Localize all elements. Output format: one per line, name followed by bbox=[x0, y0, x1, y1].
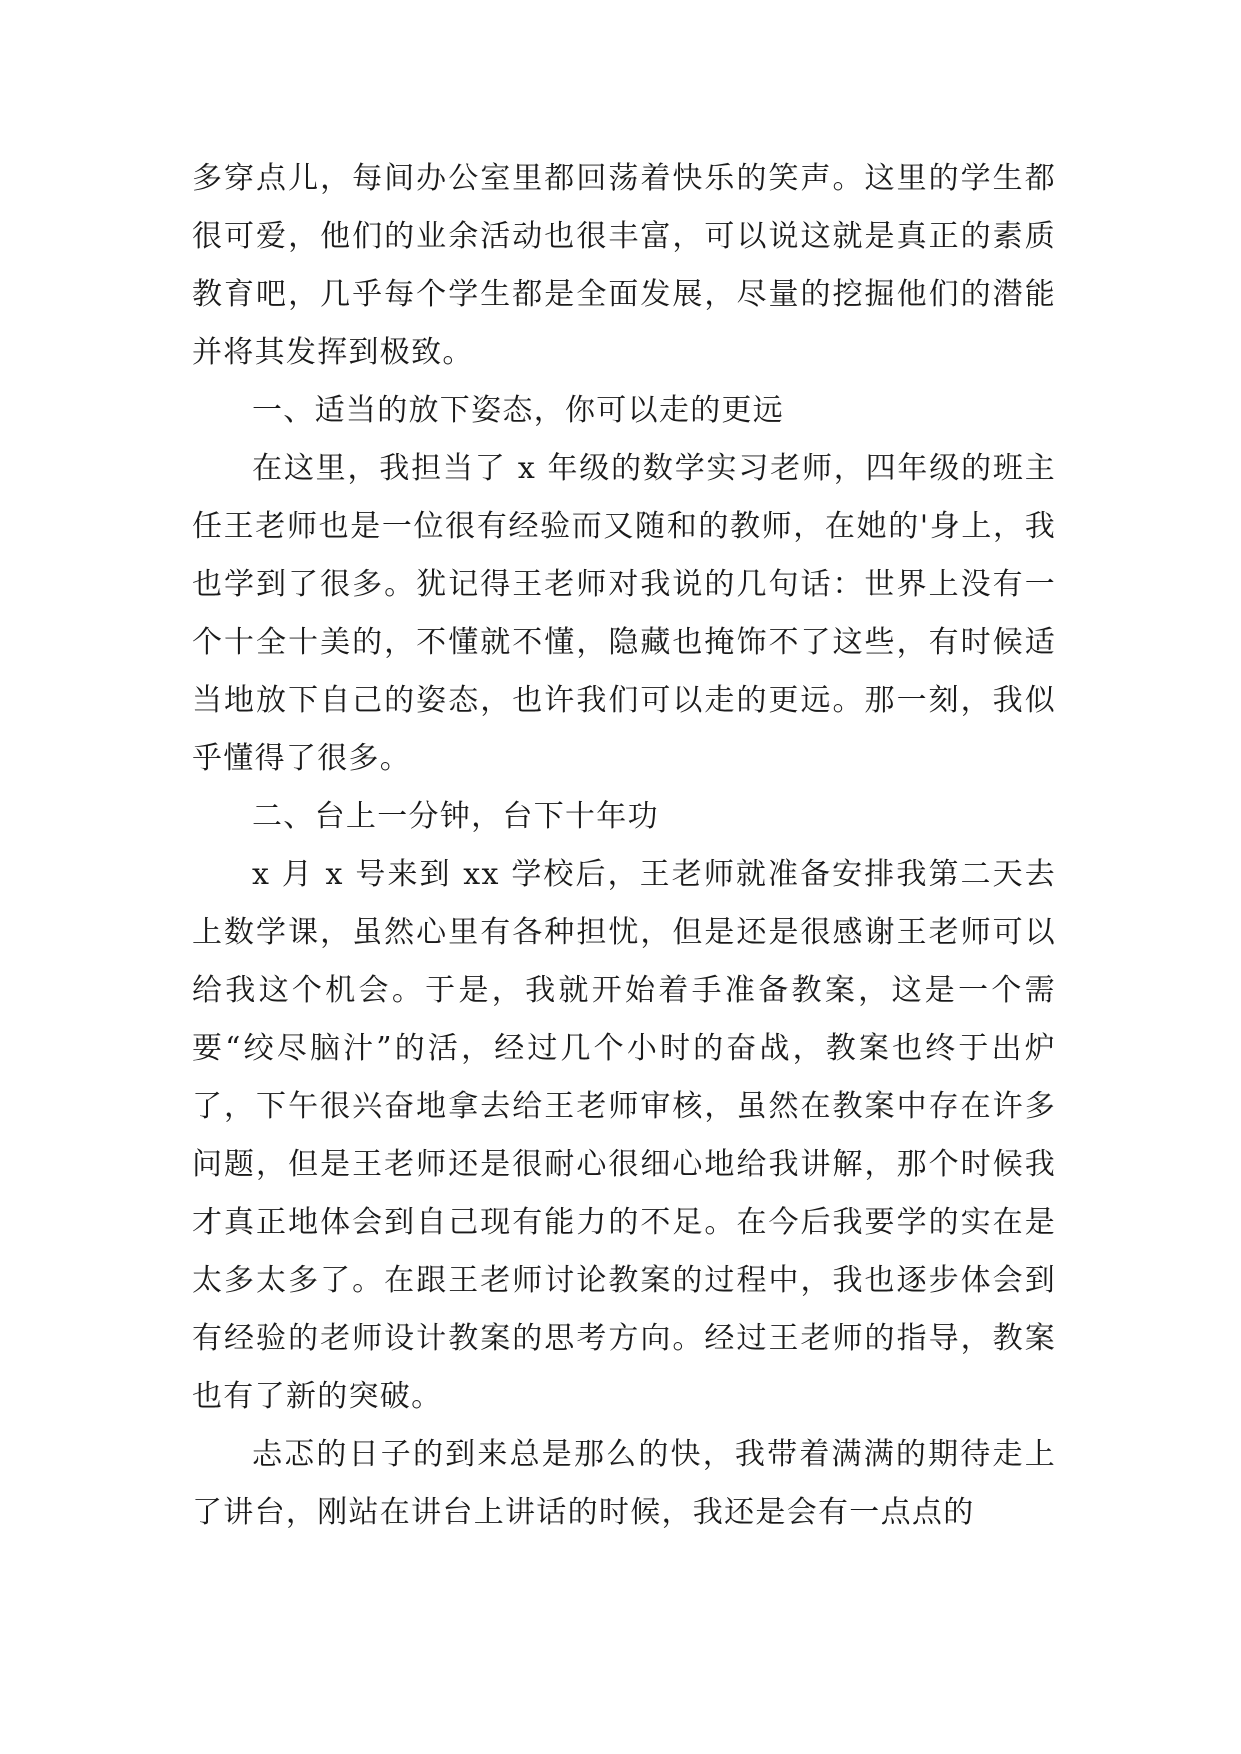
document-body bbox=[192, 150, 1056, 1542]
section-heading-2: 二、台上一分钟，台下十年功 bbox=[252, 799, 659, 834]
paragraph-2: 在这里，我担当了 x 年级的数学实习老师，四年级的班主任王老师也是一位很有经验而又随和的教师，在她的'身上，我也学到了很多。犹记得王老师对我说的几句话：世界上没有一个十全十美的，不懂就不懂，隐藏也掩饰不了这些，有时候适当地放下自己的姿态，也许我们可以走的更远。那一刻，我似乎懂得了很多。 bbox=[192, 451, 1056, 776]
paragraph-1: 多穿点儿，每间办公室里都回荡着快乐的笑声。这里的学生都很可爱，他们的业余活动也很丰富，可以说这就是真正的素质教育吧，几乎每个学生都是全面发展，尽量的挖掘他们的潜能并将其发挥到极致。 bbox=[192, 161, 1056, 370]
section-heading-1: 一、适当的放下姿态，你可以走的更远 bbox=[252, 393, 785, 428]
paragraph-3: x 月 x 号来到 xx 学校后，王老师就准备安排我第二天去上数学课，虽然心里有各种担忧，但是还是很感谢王老师可以给我这个机会。于是，我就开始着手准备教案，这是一个需要“绞尽脑汁”的活，经过几个小时的奋战，教案也终于出炉了，下午很兴奋地拿去给王老师审核，虽然在教案中存在许多问题，但是王老师还是很耐心很细心地给我讲解，那个时候我才真正地体会到自己现有能力的不足。在今后我要学的实在是太多太多了。在跟王老师讨论教案的过程中，我也逐步体会到有经验的老师设计教案的思考方向。经过王老师的指导，教案也有了新的突破。 bbox=[192, 857, 1056, 1414]
paragraph-4: 忐忑的日子的到来总是那么的快，我带着满满的期待走上了讲台，刚站在讲台上讲话的时候，我还是会有一点点的 bbox=[192, 1437, 1056, 1530]
